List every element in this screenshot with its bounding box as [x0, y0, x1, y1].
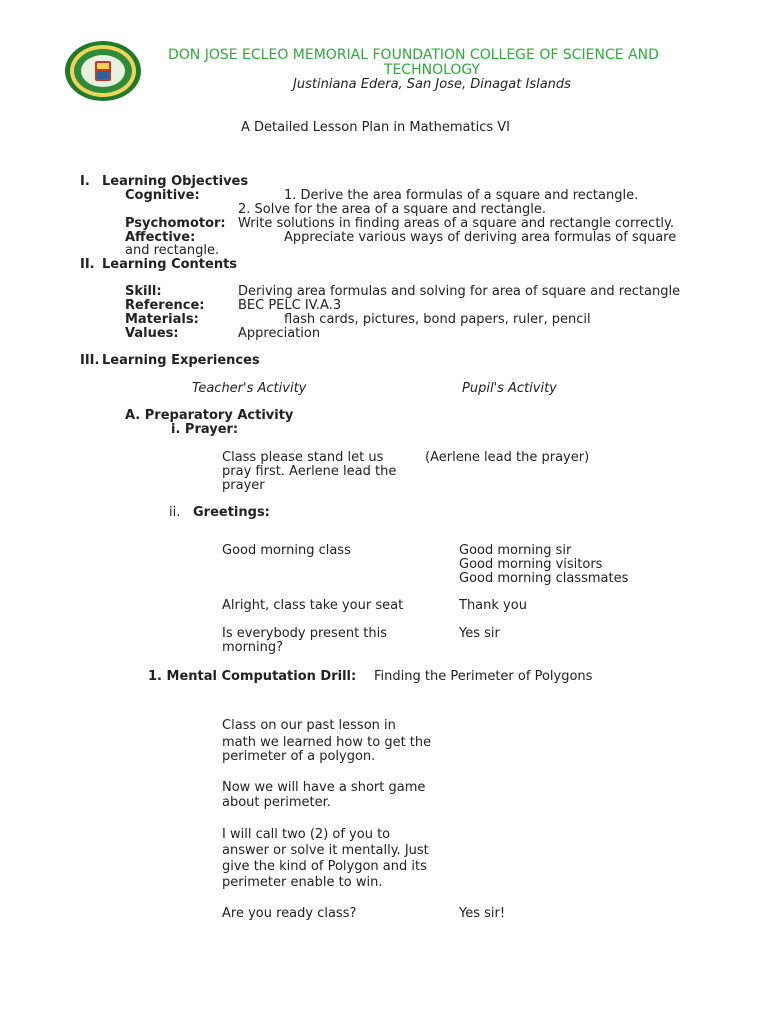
greetings-number: ii. — [169, 505, 181, 520]
greet-pupil-line2: Good morning visitors — [459, 557, 603, 572]
drill-paragraph3-line4: perimeter enable to win. — [222, 875, 383, 890]
cognitive-objective-1: 1. Derive the area formulas of a square and rectangle. — [284, 188, 639, 203]
values-value: Appreciation — [238, 326, 321, 341]
seat-pupil: Thank you — [459, 598, 527, 613]
cognitive-objective-2: 2. Solve for the area of a square and rectangle. — [238, 202, 547, 217]
present-teacher-line2: morning? — [222, 640, 283, 655]
ready-pupil: Yes sir! — [459, 906, 506, 921]
seat-teacher: Alright, class take your seat — [222, 598, 404, 613]
college-seal-logo — [64, 40, 142, 102]
prayer-pupil: (Aerlene lead the prayer) — [425, 450, 590, 465]
drill-paragraph3-line2: answer or solve it mentally. Just — [222, 843, 429, 858]
preparatory-activity-heading: A. Preparatory Activity — [125, 408, 294, 423]
drill-paragraph2-line1: Now we will have a short game — [222, 780, 426, 795]
mental-drill-heading: 1. Mental Computation Drill: — [148, 669, 357, 684]
drill-paragraph2-line2: about perimeter. — [222, 795, 331, 810]
psychomotor-objective: Write solutions in finding areas of a square and rectangle correctly. — [238, 216, 675, 231]
prayer-teacher-line3: prayer — [222, 478, 265, 493]
greetings-heading: Greetings: — [193, 505, 270, 520]
section-heading-experiences: Learning Experiences — [102, 353, 260, 368]
present-teacher-line1: Is everybody present this — [222, 626, 388, 641]
prayer-heading: i. Prayer: — [171, 422, 239, 437]
values-label: Values: — [125, 326, 179, 341]
section-number: I. — [80, 174, 90, 189]
affective-objective-2: and rectangle. — [125, 243, 220, 258]
greet-teacher: Good morning class — [222, 543, 351, 558]
section-number: II. — [80, 257, 95, 272]
materials-value: flash cards, pictures, bond papers, ruler, pencil — [284, 312, 591, 327]
present-pupil: Yes sir — [459, 626, 500, 641]
prayer-teacher-line2: pray first. Aerlene lead the — [222, 464, 397, 479]
ready-teacher: Are you ready class? — [222, 906, 357, 921]
greet-pupil-line3: Good morning classmates — [459, 571, 629, 586]
drill-paragraph1-line1: Class on our past lesson in — [222, 718, 396, 733]
pupil-activity-column-header: Pupil's Activity — [462, 381, 557, 396]
drill-paragraph1-line2: math we learned how to get the — [222, 735, 432, 750]
section-heading-contents: Learning Contents — [102, 257, 238, 272]
section-number: III. — [80, 353, 100, 368]
institution-name-line2: TECHNOLOGY — [383, 62, 481, 78]
drill-paragraph3-line3: give the kind of Polygon and its — [222, 859, 427, 874]
reference-label: Reference: — [125, 298, 205, 313]
prayer-teacher-line1: Class please stand let us — [222, 450, 384, 465]
skill-value: Deriving area formulas and solving for area of square and rectangle — [238, 284, 681, 299]
institution-address: Justiniana Edera, San Jose, Dinagat Islands — [293, 77, 571, 92]
cognitive-label: Cognitive: — [125, 188, 200, 203]
materials-label: Materials: — [125, 312, 199, 327]
mental-drill-topic: Finding the Perimeter of Polygons — [374, 669, 593, 684]
greet-pupil-line1: Good morning sir — [459, 543, 572, 558]
section-heading-objectives: Learning Objectives — [102, 174, 249, 189]
teacher-activity-column-header: Teacher's Activity — [192, 381, 307, 396]
document-title: A Detailed Lesson Plan in Mathematics VI — [241, 120, 510, 135]
psychomotor-label: Psychomotor: — [125, 216, 226, 231]
skill-label: Skill: — [125, 284, 162, 299]
reference-value: BEC PELC IV.A.3 — [238, 298, 342, 313]
drill-paragraph1-line3: perimeter of a polygon. — [222, 749, 376, 764]
institution-name-line1: DON JOSE ECLEO MEMORIAL FOUNDATION COLLEGE OF SCIENCE AND — [168, 47, 659, 63]
affective-objective-1: Appreciate various ways of deriving area formulas of square — [284, 230, 677, 245]
drill-paragraph3-line1: I will call two (2) of you to — [222, 827, 391, 842]
affective-label: Affective: — [125, 230, 196, 245]
